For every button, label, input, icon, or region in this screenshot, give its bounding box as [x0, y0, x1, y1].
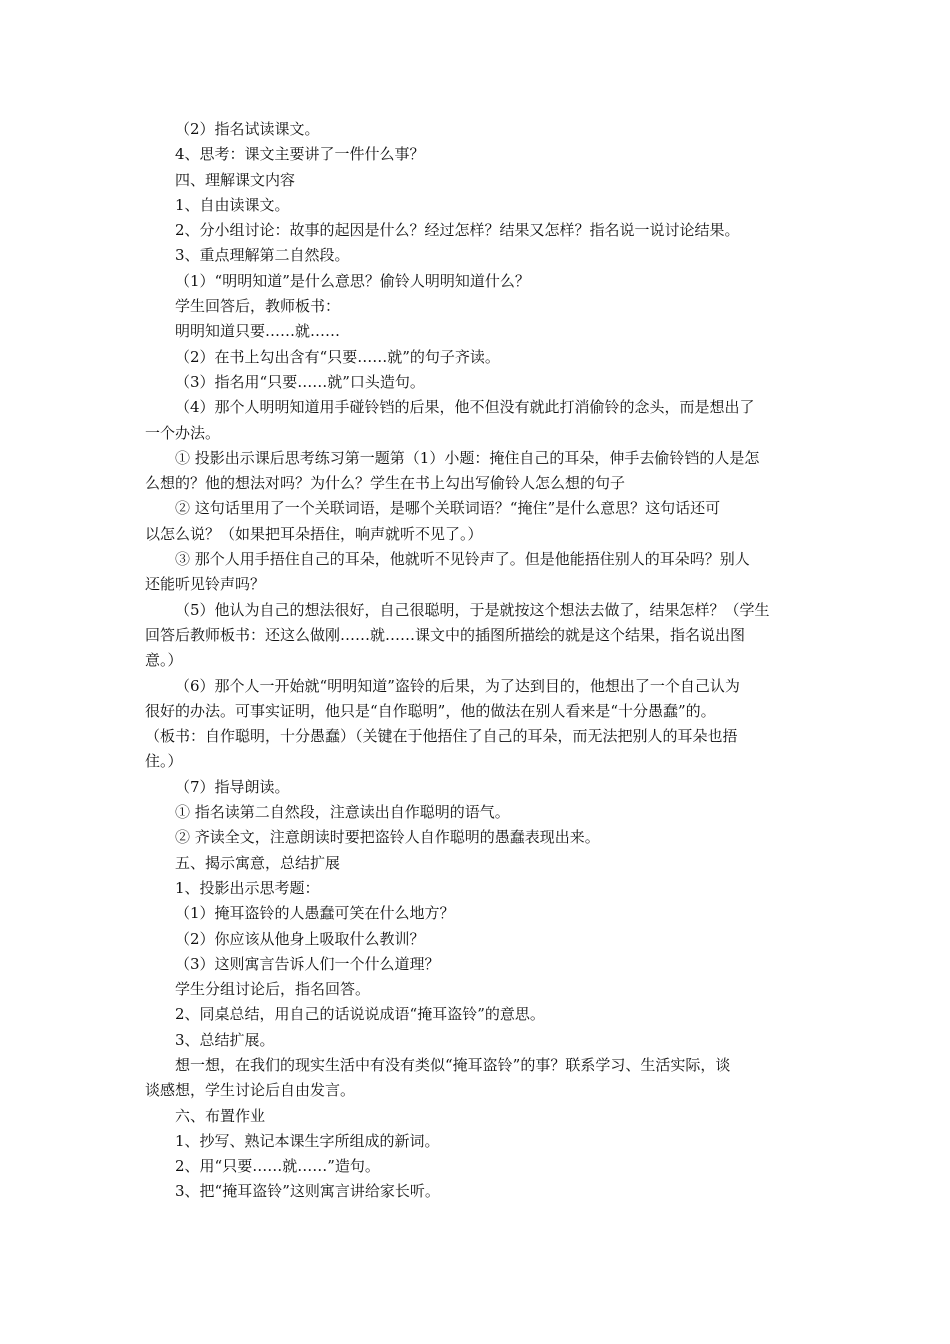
text-line-continued: 回答后教师板书：还这么做刚……就……课文中的插图所描绘的就是这个结果，指名说出图 [145, 625, 746, 644]
text-line: 1、抄写、熟记本课生字所组成的新词。 [175, 1131, 440, 1150]
text-line: 4、思考：课文主要讲了一件什么事？ [175, 145, 425, 164]
text-line: 2、用“只要……就……”造句。 [175, 1157, 380, 1176]
text-line: （6）那个人一开始就“明明知道”盗铃的后果，为了达到目的，他想出了一个自己认为 [175, 676, 740, 695]
document-body [145, 117, 815, 1205]
text-line: （2）在书上勾出含有“只要……就”的句子齐读。 [175, 347, 500, 366]
text-line-continued: 还能听见铃声吗？ [145, 575, 266, 594]
text-line: （5）他认为自己的想法很好，自己很聪明，于是就按这个想法去做了，结果怎样？（学生 [175, 600, 770, 619]
text-line: 1、投影出示思考题： [175, 878, 320, 897]
text-line-continued: 以怎么说？（如果把耳朵捂住，响声就听不见了。） [145, 524, 483, 543]
text-line: 学生回答后，教师板书： [175, 297, 341, 316]
text-line: ① 投影出示课后思考练习第一题第（1）小题：掩住自己的耳朵，伸手去偷铃铛的人是怎 [175, 448, 760, 467]
text-line: 1、自由读课文。 [175, 195, 290, 214]
text-line-continued: 住。） [145, 752, 183, 771]
text-line: （1）“明明知道”是什么意思？偷铃人明明知道什么？ [175, 271, 530, 290]
text-line: 2、分小组讨论：故事的起因是什么？经过怎样？结果又怎样？指名说一说讨论结果。 [175, 221, 740, 240]
text-line: （4）那个人明明知道用手碰铃铛的后果，他不但没有就此打消偷铃的念头，而是想出了 [175, 398, 755, 417]
text-line-continued: 谈感想，学生讨论后自由发言。 [145, 1081, 356, 1100]
text-line-continued: 么想的？他的想法对吗？为什么？学生在书上勾出写偷铃人怎么想的句子 [145, 474, 626, 493]
text-line: （2）你应该从他身上吸取什么教训？ [175, 929, 425, 948]
text-line-continued: 很好的办法。可事实证明，他只是“自作聪明”，他的做法在别人看来是“十分愚蠢”的。 [145, 701, 716, 720]
section-heading: 四、理解课文内容 [175, 170, 296, 189]
section-heading: 五、揭示寓意，总结扩展 [175, 853, 341, 872]
text-line: （1）掩耳盗铃的人愚蠢可笑在什么地方？ [175, 904, 455, 923]
text-line: 想一想，在我们的现实生活中有没有类似“掩耳盗铃”的事？联系学习、生活实际，谈 [175, 1055, 731, 1074]
text-line: 3、把“掩耳盗铃”这则寓言讲给家长听。 [175, 1182, 440, 1201]
text-line: ① 指名读第二自然段，注意读出自作聪明的语气。 [175, 803, 510, 822]
text-line: ③ 那个人用手捂住自己的耳朵，他就听不见铃声了。但是他能捂住别人的耳朵吗？别人 [175, 550, 750, 569]
text-line: （2）指名试读课文。 [175, 120, 320, 138]
text-line: （3）指名用“只要……就”口头造句。 [175, 372, 425, 391]
text-line: ② 这句话里用了一个关联词语，是哪个关联词语？“掩住”是什么意思？这句话还可 [175, 499, 721, 518]
text-line: 2、同桌总结，用自己的话说说成语“掩耳盗铃”的意思。 [175, 1005, 545, 1024]
text-line: （3）这则寓言告诉人们一个什么道理？ [175, 954, 440, 973]
text-line-continued: （板书：自作聪明，十分愚蠢）（关键在于他捂住了自己的耳朵，而无法把别人的耳朵也捂 [145, 727, 738, 746]
text-line: 明明知道只要……就…… [175, 322, 341, 341]
text-line: 3、重点理解第二自然段。 [175, 246, 350, 265]
text-line: 3、总结扩展。 [175, 1030, 275, 1049]
text-line-continued: 一个办法。 [145, 423, 221, 442]
text-line-continued: 意。） [145, 651, 183, 670]
text-line: （7）指导朗读。 [175, 777, 290, 796]
text-line: ② 齐读全文，注意朗读时要把盗铃人自作聪明的愚蠢表现出来。 [175, 828, 600, 847]
text-line: 学生分组讨论后，指名回答。 [175, 980, 371, 999]
section-heading: 六、布置作业 [175, 1106, 266, 1125]
